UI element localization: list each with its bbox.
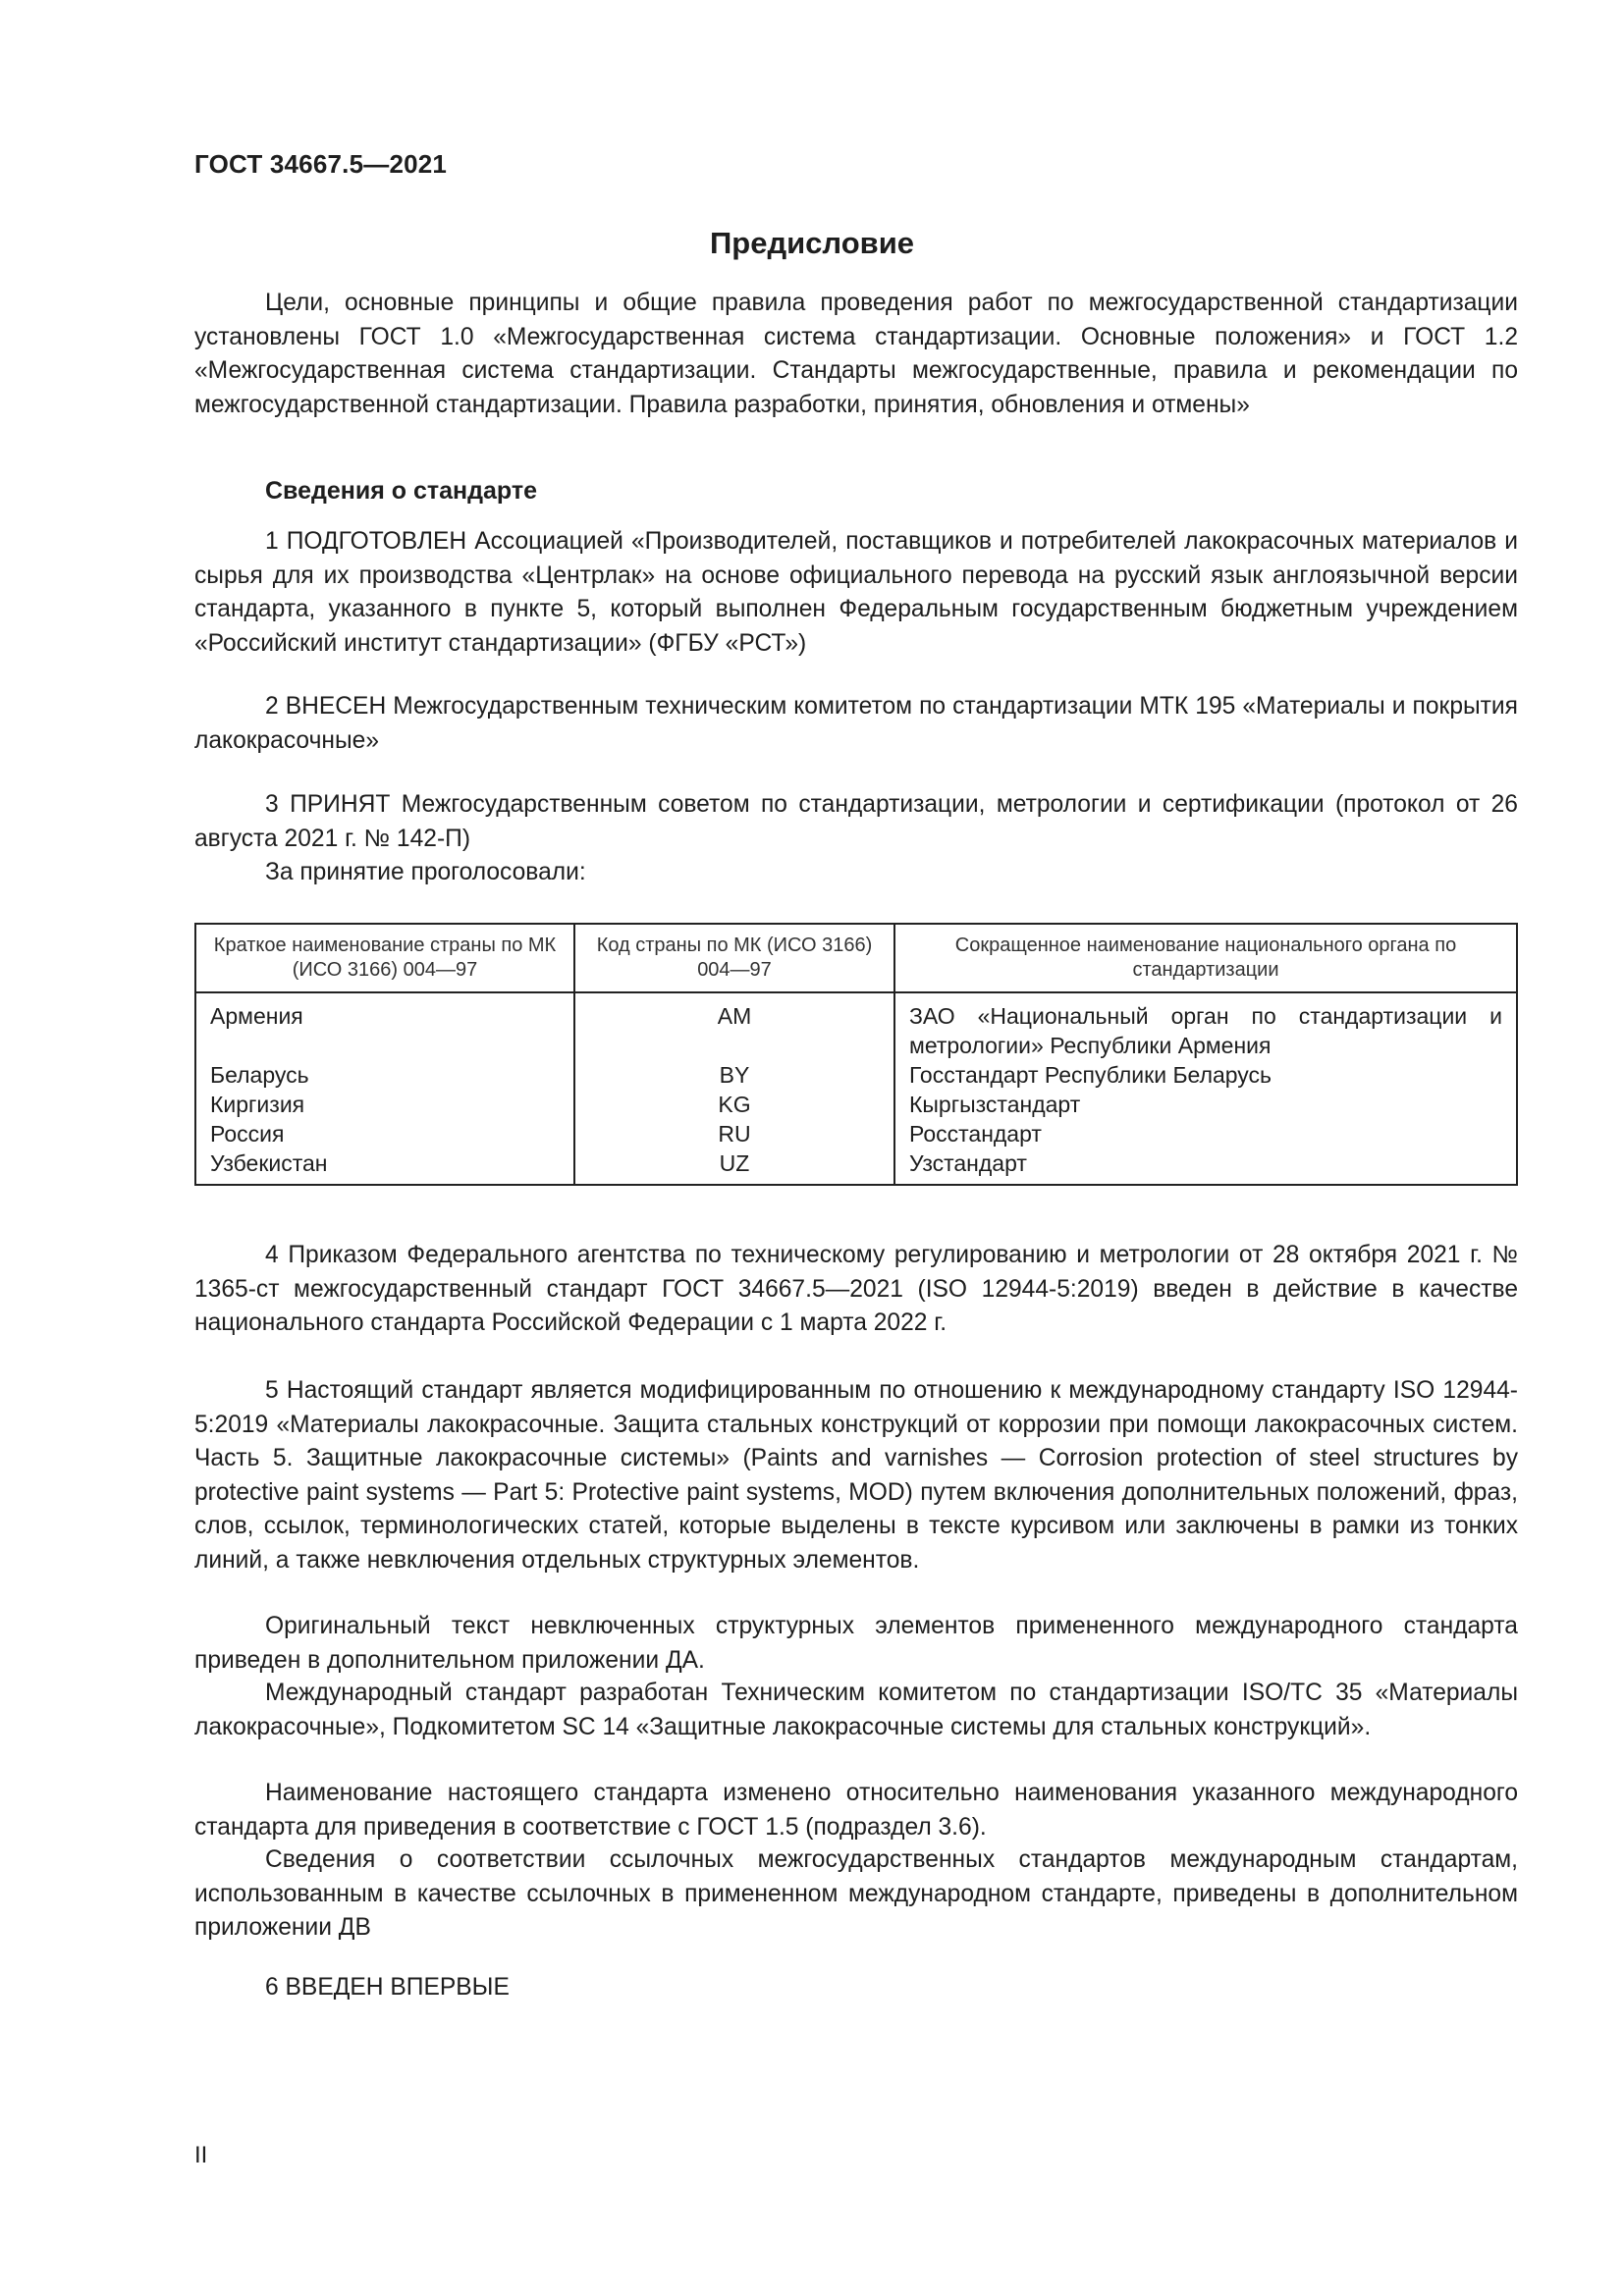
country-cell: Узбекистан xyxy=(195,1148,574,1185)
table-row xyxy=(195,1148,1517,1185)
code-cell: RU xyxy=(574,1119,894,1148)
table-row xyxy=(195,1119,1517,1148)
code-cell: KG xyxy=(574,1090,894,1119)
table-row xyxy=(195,992,1517,1060)
country-cell: Беларусь xyxy=(195,1060,574,1090)
organization-cell: Росстандарт xyxy=(894,1119,1517,1148)
organization-cell: Госстандарт Республики Беларусь xyxy=(894,1060,1517,1090)
table-header-row xyxy=(195,924,1517,992)
item-4-paragraph: 4 Приказом Федерального агентства по техническому регулированию и метрологии от 28 октября 2021 г. № 1365-ст межгосударственный стандарт ГОСТ 34667.5—2021 (ISO 12944-5:2019) введен в действие в качестве национального стандарта Российской Федерации с 1 марта 2022 г. xyxy=(194,1242,1518,1336)
item-5-paragraph: 5 Настоящий стандарт является модифицированным по отношению к международному стандарту ISO 12944-5:2019 «Материалы лакокрасочные. Защита стальных конструкций от коррозии при помощи лакокрасочных систем. Часть 5. Защитные лакокрасочные системы» (Paints and varnishes — Corrosion protection of steel structures by protective paint systems — Part 5: Protective paint systems, MOD) путем включения дополнительных положений, фраз, слов, ссылок, терминологических статей, которые выделены в тексте курсивом или заключены в рамки из тонких линий, а также невключения отдельных структурных элементов. xyxy=(194,1377,1518,1574)
country-cell: Армения xyxy=(195,992,574,1060)
table-row xyxy=(195,1090,1517,1119)
organization-cell: Узстандарт xyxy=(894,1148,1517,1185)
item-6-paragraph: 6 ВВЕДЕН ВПЕРВЫЕ xyxy=(265,1974,510,2001)
code-cell: UZ xyxy=(574,1148,894,1185)
country-cell: Россия xyxy=(195,1119,574,1148)
item-1-paragraph: 1 ПОДГОТОВЛЕН Ассоциацией «Производителей, поставщиков и потребителей лакокрасочных материалов и сырья для их производства «Центрлак» на основе официального перевода на русский язык англоязычной версии стандарта, указанного в пункте 5, который выполнен Федеральным государственным бюджетным учреждением «Российский институт стандартизации» (ФГБУ «РСТ») xyxy=(194,528,1518,657)
page-number: II xyxy=(194,2142,208,2168)
code-cell: AM xyxy=(574,992,894,1060)
table-row xyxy=(195,1060,1517,1090)
item-5-committee-paragraph: Международный стандарт разработан Техническим комитетом по стандартизации ISO/TC 35 «Материалы лакокрасочные», Подкомитетом SC 14 «Защитные лакокрасочные системы для стальных конструкций». xyxy=(194,1680,1518,1740)
page-title: Предисловие xyxy=(709,226,914,260)
document-code-header: ГОСТ 34667.5—2021 xyxy=(194,149,448,179)
code-cell: BY xyxy=(574,1060,894,1090)
organization-cell: Кыргызстандарт xyxy=(894,1090,1517,1119)
item-3-paragraph: 3 ПРИНЯТ Межгосударственным советом по стандартизации, метрологии и сертификации (протокол от 26 августа 2021 г. № 142-П) xyxy=(194,791,1518,852)
item-2-paragraph: 2 ВНЕСЕН Межгосударственным техническим комитетом по стандартизации МТК 195 «Материалы и покрытия лакокрасочные» xyxy=(194,693,1518,754)
item-5-references-paragraph: Сведения о соответствии ссылочных межгосударственных стандартов международным стандартам, использованным в качестве ссылочных в примененном международном стандарте, приведены в дополнительном приложении ДВ xyxy=(194,1846,1518,1941)
country-cell: Киргизия xyxy=(195,1090,574,1119)
table-header-code: Код страны по МК (ИСО 3166) 004—97 xyxy=(574,924,894,992)
item-5-original-text-paragraph: Оригинальный текст невключенных структурных элементов примененного международного стандарта приведен в дополнительном приложении ДА. xyxy=(194,1613,1518,1674)
item-5-title-change-paragraph: Наименование настоящего стандарта изменено относительно наименования указанного международного стандарта для приведения в соответствие с ГОСТ 1.5 (подраздел 3.6). xyxy=(194,1780,1518,1841)
voted-label: За принятие проголосовали: xyxy=(265,859,586,885)
table-header-organization: Сокращенное наименование национального органа по стандартизации xyxy=(894,924,1517,992)
section-subheading: Сведения о стандарте xyxy=(265,477,538,505)
organization-cell: ЗАО «Национальный орган по стандартизации и метрологии» Республики Армения xyxy=(894,992,1517,1060)
intro-paragraph: Цели, основные принципы и общие правила проведения работ по межгосударственной стандартизации установлены ГОСТ 1.0 «Межгосударственная система стандартизации. Основные положения» и ГОСТ 1.2 «Межгосударственная система стандартизации. Стандарты межгосударственные, правила и рекомендации по межгосударственной стандартизации. Правила разработки, принятия, обновления и отмены» xyxy=(194,290,1518,418)
table-header-country: Краткое наименование страны по МК (ИСО 3166) 004—97 xyxy=(195,924,574,992)
voting-countries-table xyxy=(194,923,1518,1186)
